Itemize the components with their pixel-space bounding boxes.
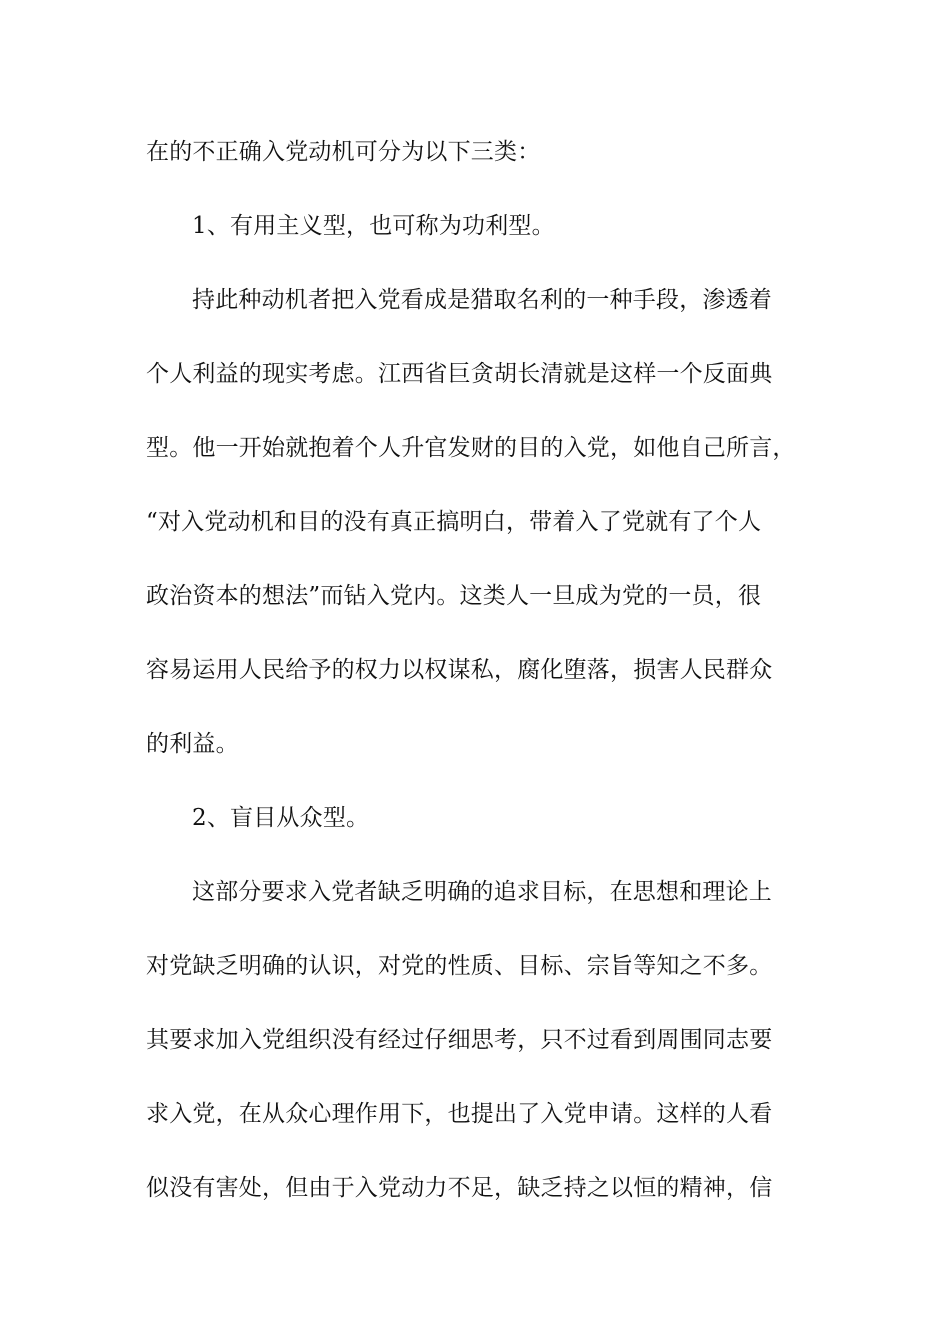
text-line: 其要求加入党组织没有经过仔细思考，只不过看到周围同志要	[146, 1027, 773, 1053]
text-line: “对入党动机和目的没有真正搞明白，带着入了党就有了个人	[146, 509, 762, 535]
text-line: 在的不正确入党动机可分为以下三类：	[146, 139, 541, 165]
text-line: 对党缺乏明确的认识，对党的性质、目标、宗旨等知之不多。	[146, 953, 773, 979]
text-line: 求入党，在从众心理作用下，也提出了入党申请。这样的人看	[146, 1101, 773, 1127]
text-line: 这部分要求入党者缺乏明确的追求目标，在思想和理论上	[192, 879, 772, 905]
text-line: 个人利益的现实考虑。江西省巨贪胡长清就是这样一个反面典	[146, 361, 773, 387]
text-line: 政治资本的想法”而钻入党内。这类人一旦成为党的一员，很	[146, 583, 762, 609]
text-line: 持此种动机者把入党看成是猎取名利的一种手段，渗透着	[192, 287, 772, 313]
section-heading-1: 1、有用主义型，也可称为功利型。	[192, 213, 555, 239]
text-line: 容易运用人民给予的权力以权谋私，腐化堕落，损害人民群众	[146, 657, 773, 683]
section-heading-2: 2、盲目从众型。	[192, 805, 370, 831]
text-line: 似没有害处，但由于入党动力不足，缺乏持之以恒的精神，信	[146, 1175, 773, 1201]
text-line: 的利益。	[146, 731, 239, 757]
text-line: 型。他一开始就抱着个人升官发财的目的入党，如他自己所言，	[146, 435, 796, 461]
